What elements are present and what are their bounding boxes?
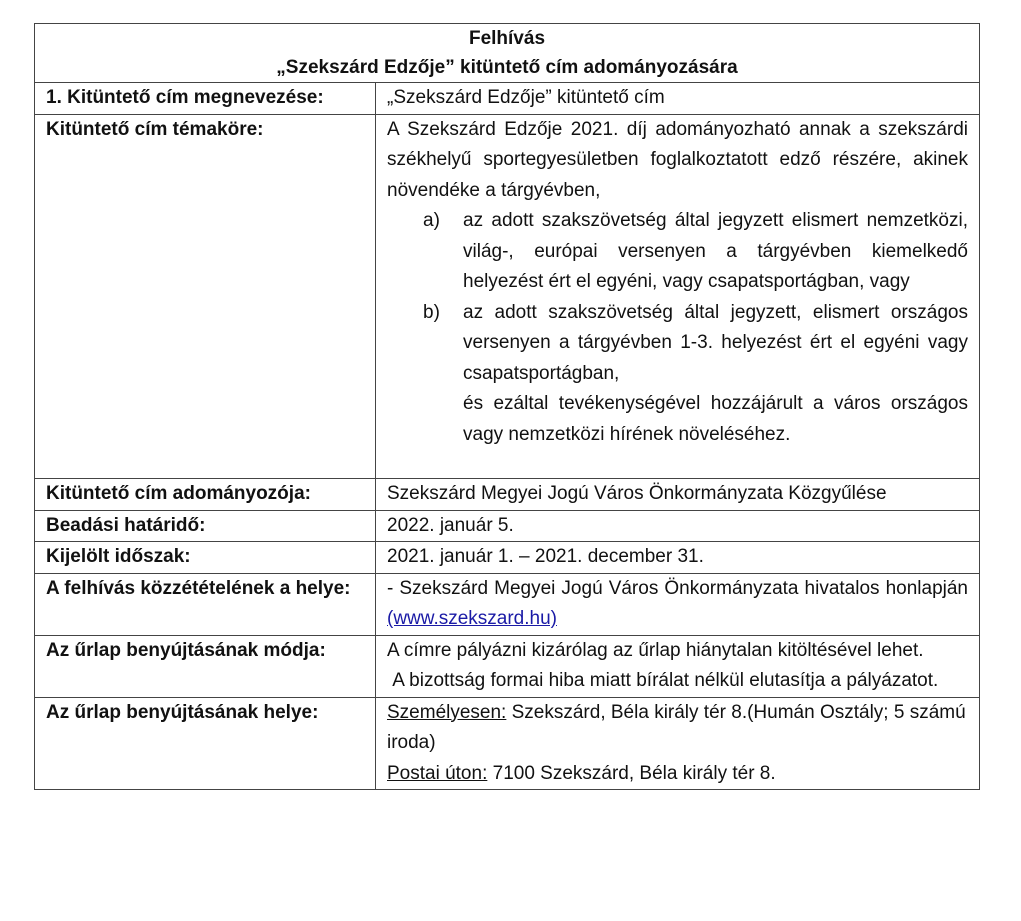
postal-line xyxy=(387,759,968,790)
header-row xyxy=(35,24,980,83)
submission-place-label: Az űrlap benyújtásának helye: xyxy=(35,697,376,790)
topic-list-item-a xyxy=(387,206,968,298)
award-topic-value xyxy=(376,114,980,479)
publication-text: - Szekszárd Megyei Jogú Város Önkormányzata hivatalos honlapján xyxy=(387,577,968,599)
topic-intro: A Szekszárd Edzője 2021. díj adományozható annak a szekszárdi székhelyű sportegyesületben foglalkoztatott edző részére, akinek növendéke a tárgyévben, xyxy=(387,118,968,201)
title-line-1: Felhívás xyxy=(468,28,546,49)
publication-label: A felhívás közzétételének a helye: xyxy=(35,573,376,635)
award-topic-label: Kitüntető cím témaköre: xyxy=(35,114,376,479)
award-name-label: 1. Kitüntető cím megnevezése: xyxy=(35,83,376,115)
list-text-b: az adott szakszövetség által jegyzett, elismert országos versenyen a tárgyévben 1-3. helyezést ért el egyéni vagy csapatsportágban, xyxy=(463,301,968,384)
list-marker-b: b) xyxy=(423,301,440,323)
row-publication xyxy=(35,573,980,635)
grantor-label: Kitüntető cím adományozója: xyxy=(35,479,376,511)
row-award-topic xyxy=(35,114,980,479)
period-value: 2021. január 1. – 2021. december 31. xyxy=(376,542,980,574)
submission-place-value xyxy=(376,697,980,790)
list-text-a: az adott szakszövetség által jegyzett elismert nemzetközi, világ-, európai versenyen a tárgyévben kiemelkedő helyezést ért el egyéni, vagy csapatsportágban, vagy xyxy=(463,210,968,292)
row-grantor xyxy=(35,479,980,511)
postal-address: 7100 Szekszárd, Béla király tér 8. xyxy=(487,762,776,784)
topic-closing: és ezáltal tevékenységével hozzájárult a város országos vagy nemzetközi hírének növeléséhez. xyxy=(463,393,968,445)
in-person-line xyxy=(387,698,968,759)
submission-method-label: Az űrlap benyújtásának módja: xyxy=(35,635,376,697)
website-link[interactable]: (www.szekszard.hu) xyxy=(387,608,557,629)
deadline-label: Beadási határidő: xyxy=(35,510,376,542)
row-period xyxy=(35,542,980,574)
document-title xyxy=(35,24,980,83)
award-name-value: „Szekszárd Edzője” kitüntető cím xyxy=(376,83,980,115)
row-submission-method xyxy=(35,635,980,697)
submission-method-paragraph-2: A bizottság formai hiba miatt bírálat nélkül elutasítja a pályázatot. xyxy=(387,670,939,691)
postal-label: Postai úton: xyxy=(387,762,488,784)
title-line-2: „Szekszárd Edzője” kitüntető cím adományozására xyxy=(276,57,738,78)
in-person-address: Szekszárd, Béla király tér 8.(Humán Osztály; 5 számú iroda) xyxy=(387,701,966,753)
topic-spacer xyxy=(387,450,968,478)
list-marker-a: a) xyxy=(423,210,440,231)
submission-method-value xyxy=(376,635,980,697)
grantor-value: Szekszárd Megyei Jogú Város Önkormányzata Közgyűlése xyxy=(376,479,980,511)
publication-value xyxy=(376,573,980,635)
topic-list-item-b xyxy=(387,298,968,390)
period-label: Kijelölt időszak: xyxy=(35,542,376,574)
row-submission-place xyxy=(35,697,980,790)
award-call-table xyxy=(34,23,980,790)
in-person-label: Személyesen: xyxy=(387,701,507,723)
deadline-value: 2022. január 5. xyxy=(376,510,980,542)
row-award-name xyxy=(35,83,980,115)
row-deadline xyxy=(35,510,980,542)
submission-method-paragraph-1: A címre pályázni kizárólag az űrlap hiánytalan kitöltésével lehet. xyxy=(387,639,924,661)
